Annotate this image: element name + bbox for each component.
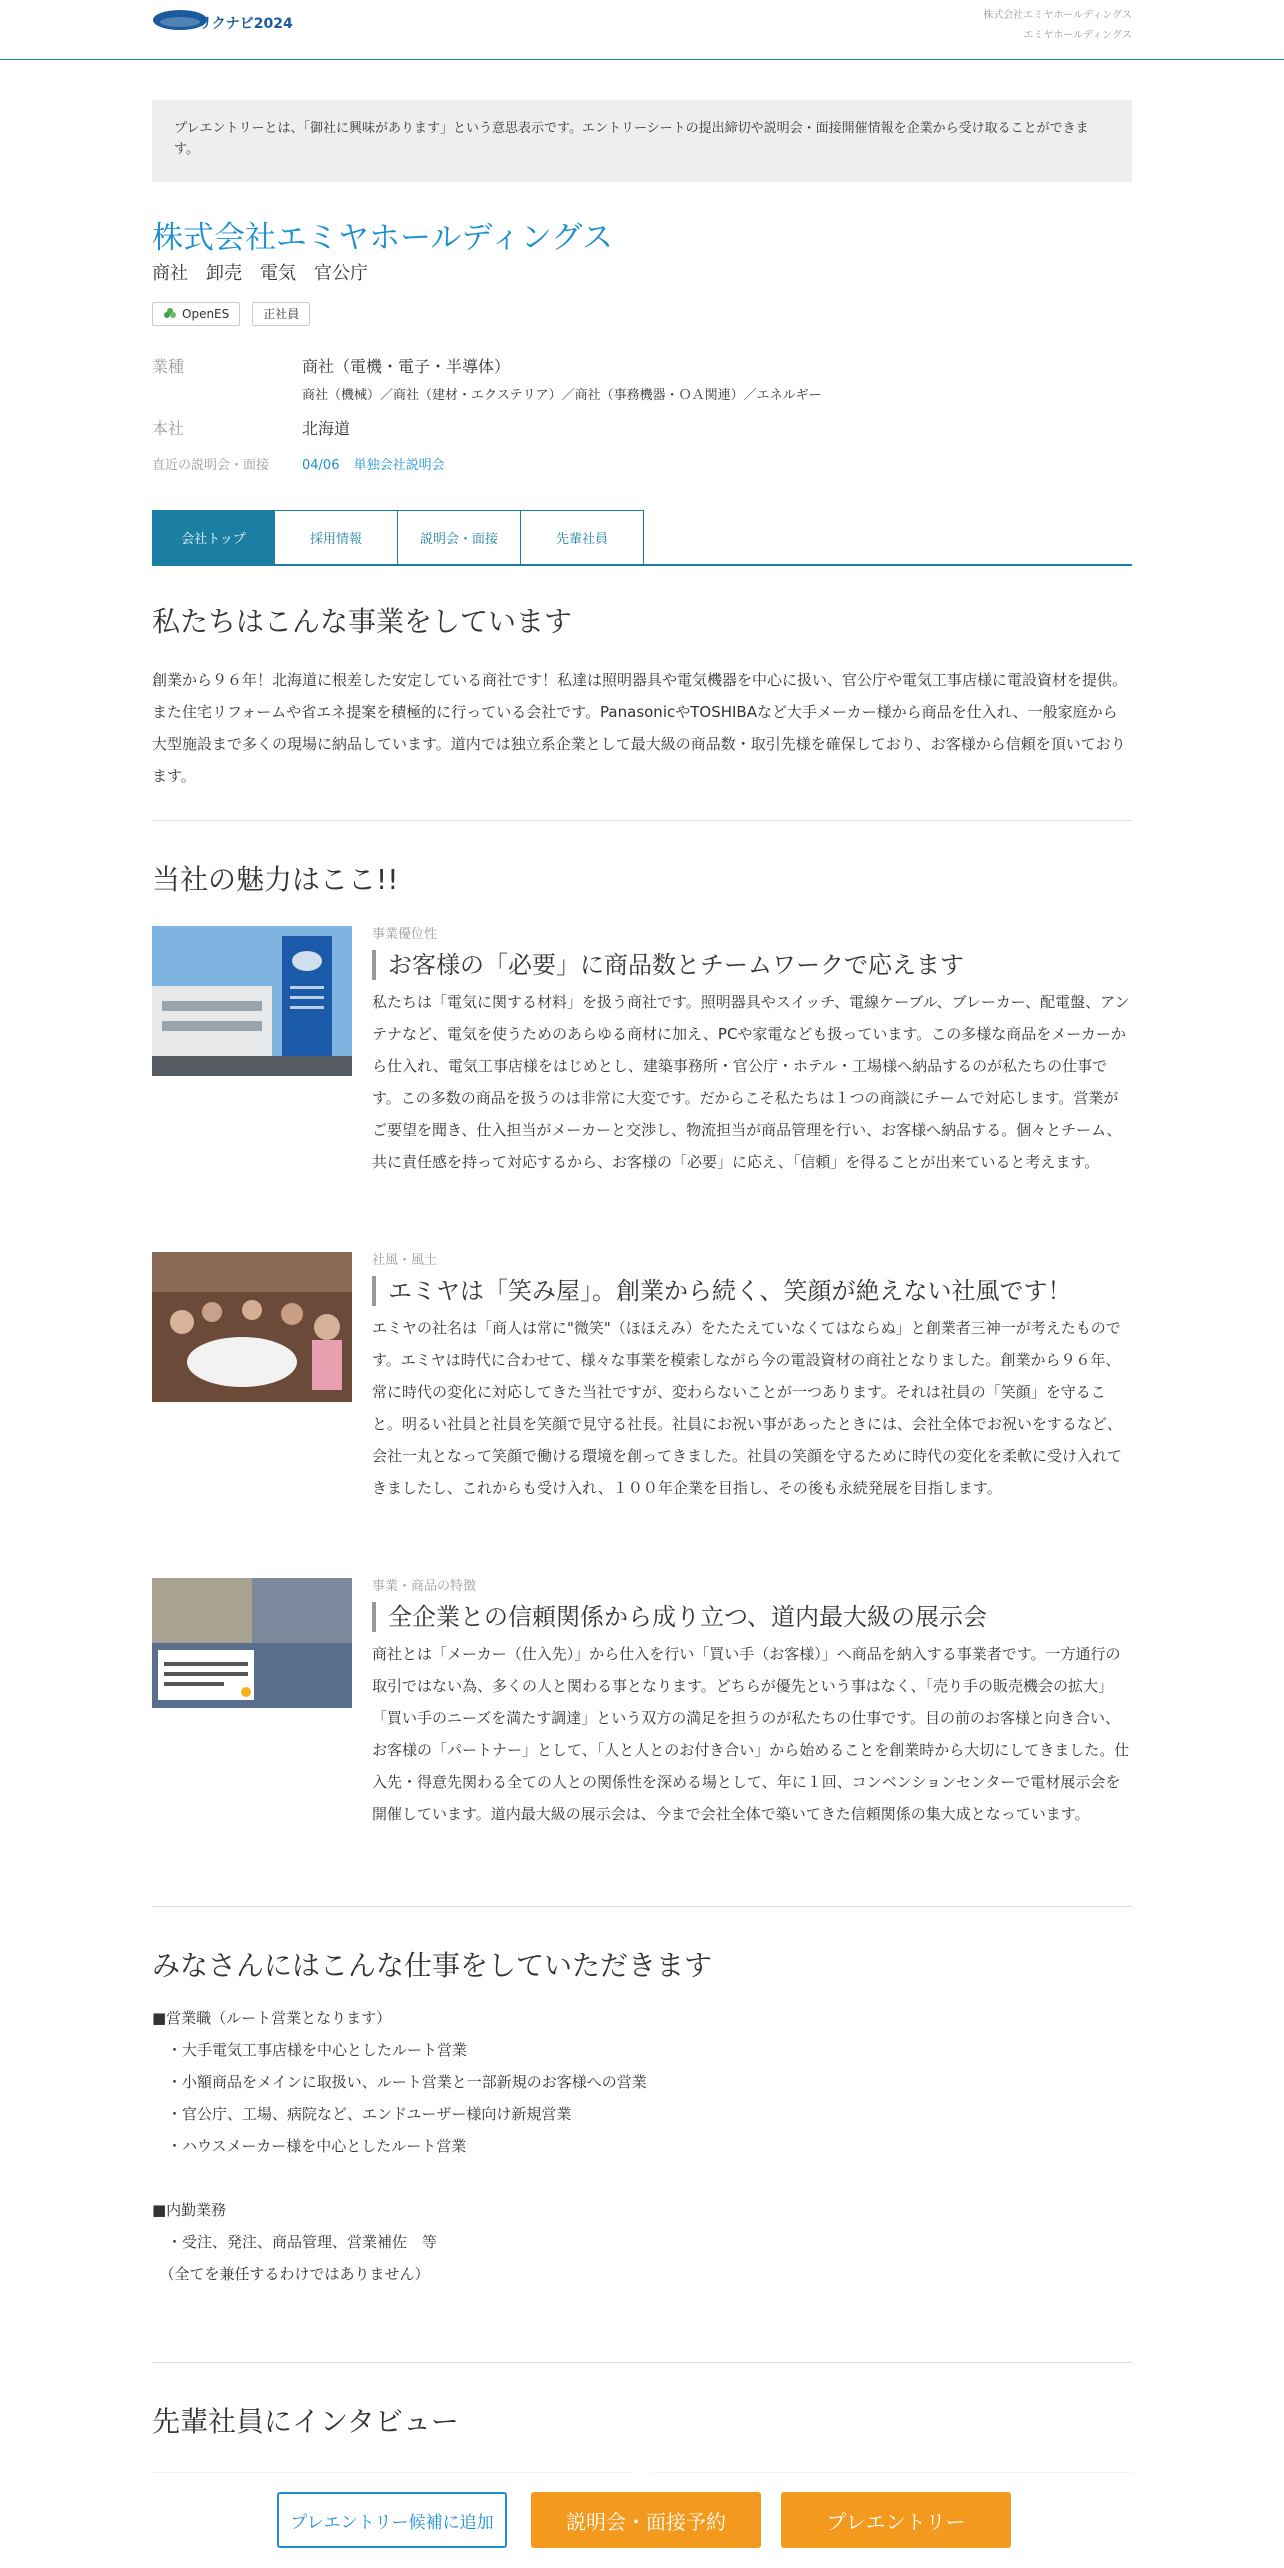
industry-value: 商社（電機・電子・半導体） xyxy=(302,357,511,376)
badge-group xyxy=(152,302,310,326)
interview-title: 先輩社員にインタビュー xyxy=(152,2405,459,2438)
openes-badge xyxy=(152,302,240,326)
appeal-category: 事業優位性 xyxy=(372,927,438,942)
seminar-link[interactable] xyxy=(302,454,445,473)
appeal-item-text: 商社とは「メーカー（仕入先）」から仕入を行い「買い手（お客様）」へ商品を納入する事業者です。一方通行の取引ではない為、多くの人と関わる事となります。どちらが優先という事はなく、「売り手の販売機会の拡大」「買い手のニーズを満たす調達」という双方の満足を担うのが私たちの仕事です。目の前のお客様と向き合い、お客様の「パートナー」として、「人と人とのお付き合い」から始めることを創業時から大切にしてきました。仕入先・得意先関わる全ての人との関係性を深める場として、年に１回、コンベンションセンターで電材展示会を開催しています。道内最大級の展示会は、今まで会社全体で築いてきた信頼関係の集大成となっています。 xyxy=(372,1645,1130,1823)
appeal-category: 社風・風土 xyxy=(372,1253,438,1268)
appeal-item-title: 全企業との信頼関係から成り立つ、道内最大級の展示会 xyxy=(372,1602,1132,1632)
company-categories: 商社 卸売 電気 官公庁 xyxy=(152,263,368,284)
company-tabs xyxy=(152,510,1132,566)
openes-badge-label: OpenES xyxy=(182,307,230,321)
appeal-item-text: エミヤの社名は「商人は常に"微笑"（ほほえみ）をたたえていなくてはならぬ」と創業者三神一が考えたものです。エミヤは時代に合わせて、様々な事業を模索しながら今の電設資材の商社となりました。創業から９６年、常に時代の変化に対応してきた当社ですが、変わらないことが一つあります。それは社員の「笑顔」を守ること。明るい社員と社員を笑顔で見守る社長。社員にお祝い事があったときには、会社全体でお祝いをするなど、会社一丸となって笑顔で働ける環境を創ってきました。社員の笑顔を守るために時代の変化を柔軟に受け入れてきましたし、これからも受け入れ、１００年企業を目指し、その後も永続発展を目指します。 xyxy=(372,1319,1123,1497)
hq-label: 本社 xyxy=(152,419,185,438)
divider xyxy=(152,1906,1132,1907)
seminar-reservation-button[interactable]: 説明会・面接予約 xyxy=(531,2492,761,2548)
employment-type-badge: 正社員 xyxy=(252,302,310,326)
hq-row xyxy=(152,416,1132,440)
job-line: ・受注、発注、商品管理、営業補佐 等 xyxy=(152,2233,438,2251)
pre-entry-button[interactable]: プレエントリー xyxy=(781,2492,1011,2548)
seminar-row xyxy=(152,454,1132,474)
seminar-date[interactable]: 04/06 xyxy=(302,458,340,473)
business-text: 創業から９６年！北海道に根差した安定している商社です！私達は照明器具や電気機器を中心に扱い、官公庁や電気工事店様に電設資材を提供。また住宅リフォームや省エネ提案を積極的に行っている会社です。PanasonicやTOSHIBAなど大手メーカー様から商品を仕入れ、一般家庭から大型施設まで多くの現場に納品しています。道内では独立系企業として最大級の商品数・取引先様を確保しており、お客様から信頼を頂いております。 xyxy=(152,671,1128,785)
pre-entry-notice: プレエントリーとは、「御社に興味があります」という意思表示です。エントリーシートの提出締切や説明会・面接開催情報を企業から受け取ることができます。 xyxy=(152,100,1132,182)
industry-row xyxy=(152,354,1132,404)
exhibition-photo xyxy=(152,1578,352,1708)
divider xyxy=(152,820,1132,821)
job-line: ■内勤業務 xyxy=(152,2201,227,2219)
jobs-title: みなさんにはこんな仕事をしていただきます xyxy=(152,1949,713,1982)
building-photo xyxy=(152,926,352,1076)
tab-company-top[interactable]: 会社トップ xyxy=(152,510,275,564)
tab-senior-staff[interactable]: 先輩社員 xyxy=(521,510,644,564)
seminar-title[interactable]: 単独会社説明会 xyxy=(353,458,445,473)
industry-sub: 商社（機械）／商社（建材・エクステリア）／商社（事務機器・ＯＡ関連）／エネルギー xyxy=(302,388,822,403)
appeal-item-text: 私たちは「電気に関する材料」を扱う商社です。照明器具やスイッチ、電線ケーブル、ブレーカー、配電盤、アンテナなど、電気を使うためのあらゆる商材に加え、PCや家電なども扱っています。この多様な商品をメーカーから仕入れ、電気工事店様をはじめとし、建築事務所・官公庁・ホテル・工場様へ納品するのが私たちの仕事です。この多数の商品を扱うのは非常に大変です。だからこそ私たちは１つの商談にチームで対応します。営業がご要望を聞き、仕入担当がメーカーと交渉し、物流担当が商品管理を行い、お客様へ納品する。個々とチーム、共に責任感を持って対応するから、お客様の「必要」に応え、「信頼」を得ることが出来ていると考えます。 xyxy=(372,993,1130,1171)
appeal-item-title: エミヤは「笑み屋」。創業から続く、笑顔が絶えない社風です！ xyxy=(372,1276,1132,1306)
appeal-item xyxy=(152,926,1132,1206)
site-header xyxy=(0,0,1284,60)
clover-icon xyxy=(163,307,177,321)
add-pre-entry-candidate-button[interactable]: プレエントリー候補に追加 xyxy=(277,2492,507,2548)
party-photo xyxy=(152,1252,352,1402)
job-line: ・官公庁、工場、病院など、エンドユーザー様向け新規営業 xyxy=(152,2105,572,2123)
header-company-line2: エミヤホールディングス xyxy=(1023,30,1132,41)
company-name: 株式会社エミヤホールディングス xyxy=(152,220,613,256)
appeal-title: 当社の魅力はここ!! xyxy=(152,863,399,896)
tab-recruitment[interactable]: 採用情報 xyxy=(275,510,398,564)
job-line: ■営業職（ルート営業となります） xyxy=(152,2009,392,2027)
rikunabi-logo[interactable] xyxy=(152,4,302,34)
job-line: ・大手電気工事店様を中心としたルート営業 xyxy=(152,2041,468,2059)
appeal-item-title: お客様の「必要」に商品数とチームワークで応えます xyxy=(372,950,1132,980)
job-line: ・ハウスメーカー様を中心としたルート営業 xyxy=(152,2137,467,2155)
appeal-item-body xyxy=(372,1578,1132,1830)
job-line: （全てを兼任するわけではありません） xyxy=(152,2265,430,2283)
header-company xyxy=(983,6,1132,46)
appeal-item xyxy=(152,1578,1132,1868)
job-line xyxy=(152,2162,1132,2194)
appeal-item-body xyxy=(372,1252,1132,1504)
appeal-item xyxy=(152,1252,1132,1552)
appeal-category: 事業・商品の特徴 xyxy=(372,1579,477,1594)
business-title: 私たちはこんな事業をしています xyxy=(152,605,573,638)
header-company-line1: 株式会社エミヤホールディングス xyxy=(983,10,1132,21)
divider xyxy=(152,2362,1132,2363)
seminar-label: 直近の説明会・面接 xyxy=(152,458,270,473)
tab-seminar[interactable]: 説明会・面接 xyxy=(398,510,521,564)
appeal-item-body xyxy=(372,926,1132,1178)
jobs-list xyxy=(152,2002,1132,2290)
logo-text: リクナビ2024 xyxy=(198,16,293,32)
industry-label: 業種 xyxy=(152,357,185,376)
hq-value: 北海道 xyxy=(302,419,351,438)
job-line: ・小額商品をメインに取扱い、ルート営業と一部新規のお客様への営業 xyxy=(152,2073,647,2091)
